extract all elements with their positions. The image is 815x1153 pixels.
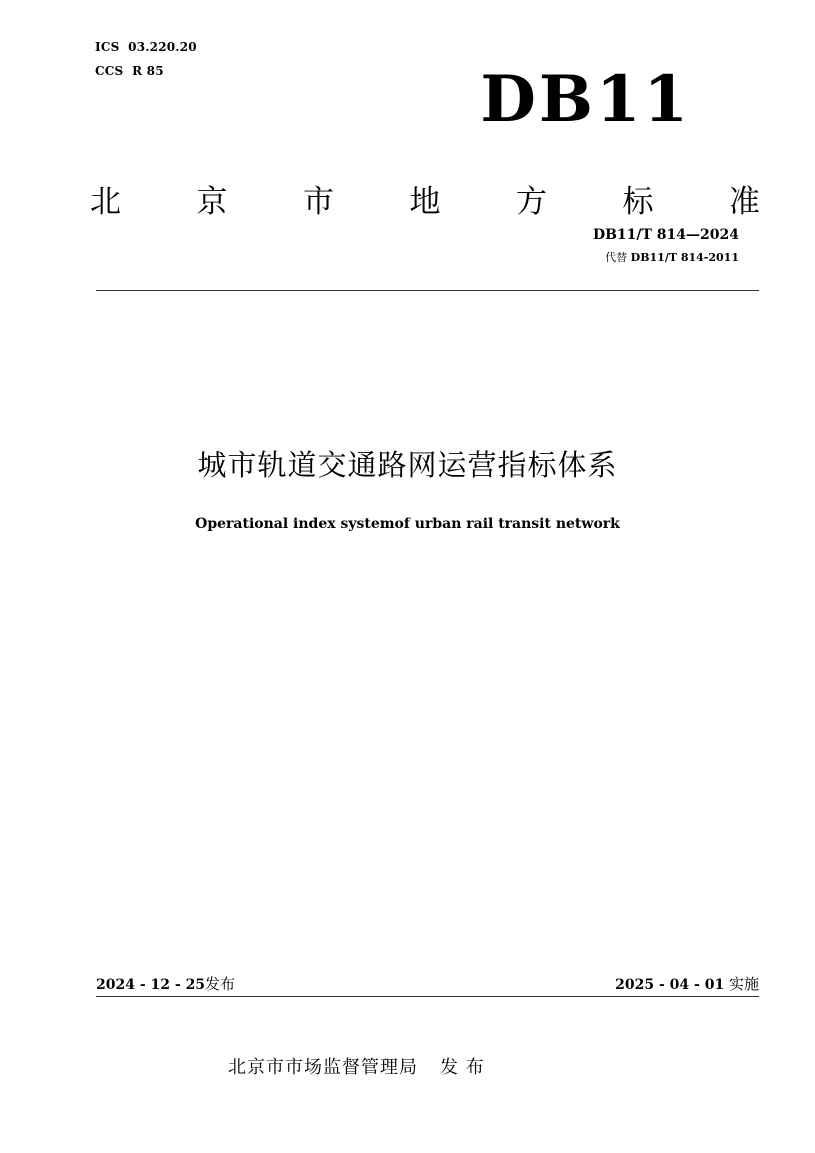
standard-type-heading [90,182,760,222]
standard-type-char: 标 [622,184,654,220]
title-chinese: 城市轨道交通路网运营指标体系 [197,448,618,482]
implement-label: 实施 [728,975,759,993]
issue-label: 发布 [205,975,236,993]
top-divider [96,290,759,291]
standard-type-char: 地 [409,184,441,220]
implement-date: 2025 - 04 - 01 [615,977,725,993]
issuer-line [228,1056,485,1080]
standard-type-char: 方 [516,184,547,220]
ccs-code: CCS R 85 [95,64,164,78]
ics-code: ICS 03.220.20 [95,40,197,54]
issuer-name: 北京市市场监督管理局 [228,1057,418,1078]
issue-date: 2024 - 12 - 25 [96,977,206,993]
standard-type-char: 市 [303,184,334,220]
issuer-action: 发 布 [440,1057,485,1078]
standard-type-char: 准 [729,184,760,220]
bottom-divider [96,996,759,997]
standard-type-char: 京 [196,184,228,220]
standard-number: DB11/T 814—2024 [592,227,739,243]
implement-date-line [615,974,759,995]
standard-mark: DB11 [480,62,691,137]
title-english: Operational index systemof urban rail transit network [195,516,620,532]
replaces-line [605,251,739,265]
replaces-number: DB11/T 814-2011 [630,251,739,264]
issue-date-line [96,974,235,995]
standard-type-char: 北 [90,184,121,220]
replaces-label: 代替 [605,251,628,264]
